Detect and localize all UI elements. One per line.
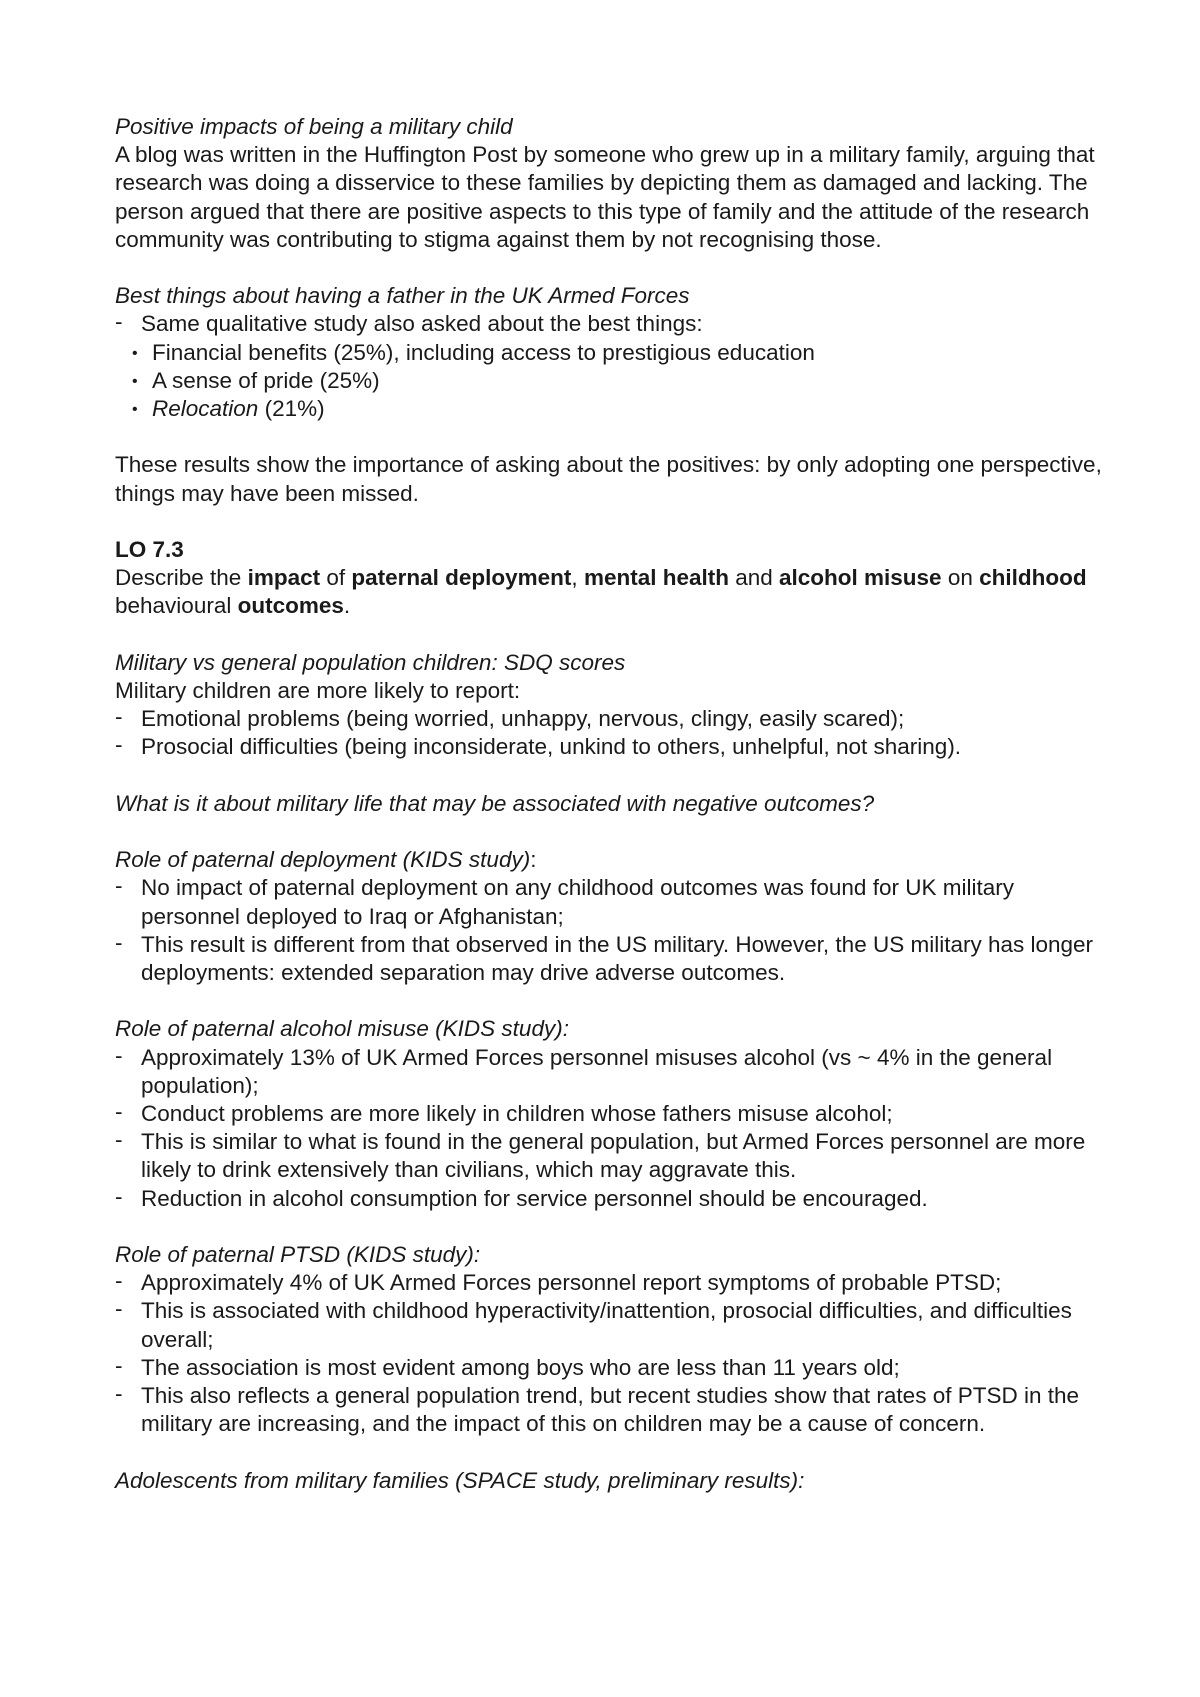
- military-life-question: What is it about military life that may be associated with negative outcomes?: [115, 790, 875, 816]
- adolescents-heading: Adolescents from military families (SPACE study, preliminary results):: [115, 1467, 805, 1493]
- lo-bold-childhood: childhood: [979, 565, 1087, 591]
- alcohol-list: [115, 1044, 1115, 1213]
- lo-text-1: Describe the: [115, 565, 248, 591]
- deployment-list: [115, 874, 1115, 987]
- list-item: - Reduction in alcohol consumption for service personnel should be encouraged.: [115, 1185, 1115, 1213]
- lo-bold-impact: impact: [247, 565, 321, 591]
- list-item: - Approximately 4% of UK Armed Forces personnel report symptoms of probable PTSD;: [115, 1269, 1115, 1297]
- deployment-heading-colon: :: [530, 847, 537, 873]
- lo-text-5: on: [941, 565, 980, 591]
- list-item: - This result is different from that observed in the US military. However, the US military has longer deployments: extended separation may drive adverse outcomes.: [115, 931, 1115, 987]
- ptsd-heading: Role of paternal PTSD (KIDS study):: [115, 1242, 481, 1267]
- deployment-heading: [115, 846, 1115, 874]
- sdq-heading: Military vs general population children: SDQ scores: [115, 649, 626, 675]
- lo-bold-outcomes: outcomes: [237, 593, 344, 619]
- ptsd-list: [115, 1269, 1115, 1438]
- alcohol-heading: Role of paternal alcohol misuse (KIDS study):: [115, 1016, 569, 1042]
- list-item: - This is associated with childhood hyperactivity/inattention, prosocial difficulties, and difficulties overall;: [115, 1297, 1115, 1353]
- lo-bold-paternal-deployment: paternal deployment: [351, 565, 572, 591]
- positive-impacts-heading: Positive impacts of being a military child: [115, 114, 513, 139]
- best-things-list: [115, 310, 1115, 338]
- lo-text-3: ,: [571, 565, 584, 591]
- lo-text-2: of: [320, 565, 352, 591]
- list-item: - The association is most evident among boys who are less than 11 years old;: [115, 1354, 1115, 1382]
- lo-text-7: .: [343, 593, 351, 619]
- deployment-heading-text: Role of paternal deployment (KIDS study): [115, 847, 531, 873]
- positives-conclusion: These results show the importance of asking about the positives: by only adopting one perspective, things may have been missed.: [115, 452, 1102, 506]
- best-things-bullets: [115, 339, 1115, 424]
- relocation-percent: (21%): [258, 396, 325, 422]
- list-item: - Approximately 13% of UK Armed Forces personnel misuses alcohol (vs ~ 4% in the general population);: [115, 1044, 1115, 1100]
- bullet-financial-benefits: • Financial benefits (25%), including access to prestigious education: [115, 339, 1115, 367]
- list-item: - Emotional problems (being worried, unhappy, nervous, clingy, easily scared);: [115, 705, 1115, 733]
- lo-text-4: and: [728, 565, 780, 591]
- best-things-intro: - Same qualitative study also asked about the best things:: [115, 310, 1115, 338]
- list-item: - This is similar to what is found in the general population, but Armed Forces personnel are more likely to drink extensively than civilians, which may aggravate this.: [115, 1128, 1115, 1184]
- bullet-relocation: [115, 395, 1115, 423]
- lo-bold-mental-health: mental health: [583, 565, 729, 591]
- list-item: - Conduct problems are more likely in children whose fathers misuse alcohol;: [115, 1100, 1115, 1128]
- sdq-list: [115, 705, 1115, 761]
- list-item: - No impact of paternal deployment on any childhood outcomes was found for UK military personnel deployed to Iraq or Afghanistan;: [115, 874, 1115, 930]
- relocation-term: Relocation: [152, 396, 259, 422]
- lo-title: LO 7.3: [115, 537, 184, 562]
- list-item: - This also reflects a general population trend, but recent studies show that rates of PTSD in the military are increasing, and the impact of this on children may be a cause of concern.: [115, 1382, 1115, 1438]
- best-things-heading: Best things about having a father in the UK Armed Forces: [115, 283, 690, 309]
- lo-text-6: behavioural: [115, 593, 238, 619]
- bullet-sense-of-pride: • A sense of pride (25%): [115, 367, 1115, 395]
- lo-bold-alcohol-misuse: alcohol misuse: [779, 565, 942, 591]
- document-page: [115, 113, 1115, 1495]
- huffington-post-paragraph: A blog was written in the Huffington Post by someone who grew up in a military family, arguing that research was doing a disservice to these families by depicting them as damaged and lacking. The person argued that there are positive aspects to this type of family and the attitude of the research community was contributing to stigma against them by not recognising those.: [115, 142, 1095, 252]
- sdq-intro: Military children are more likely to report:: [115, 678, 521, 703]
- list-item: - Prosocial difficulties (being inconsiderate, unkind to others, unhelpful, not sharing).: [115, 733, 1115, 761]
- lo-description: [115, 564, 1115, 620]
